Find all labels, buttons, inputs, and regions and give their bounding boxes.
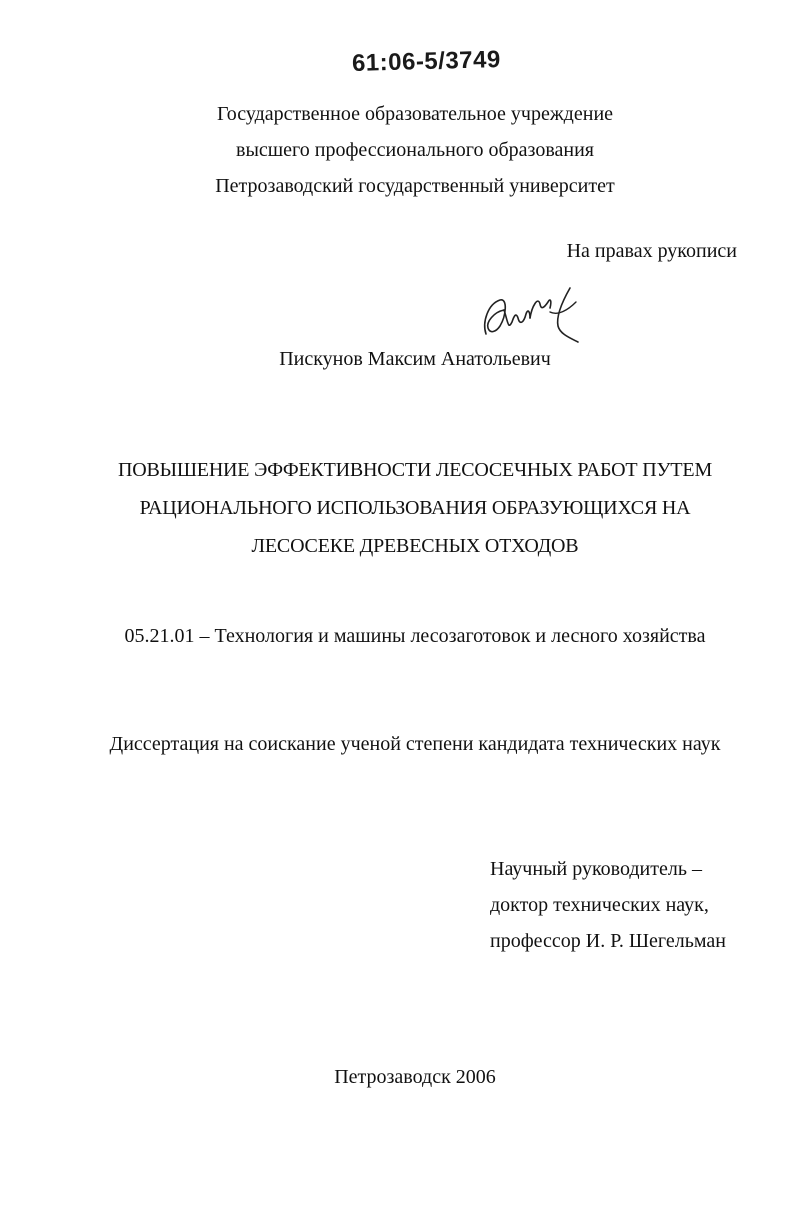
supervisor-line-1: Научный руководитель – bbox=[490, 858, 702, 880]
specialty-code: 05.21.01 – Технология и машины лесозаготовок и лесного хозяйства bbox=[124, 625, 706, 647]
author-name: Пискунов Максим Анатольевич bbox=[279, 348, 551, 370]
title-line-2: РАЦИОНАЛЬНОГО ИСПОЛЬЗОВАНИЯ ОБРАЗУЮЩИХСЯ НА bbox=[139, 497, 691, 519]
title-line-1: ПОВЫШЕНИЕ ЭФФЕКТИВНОСТИ ЛЕСОСЕЧНЫХ РАБОТ ПУТЕМ bbox=[117, 459, 713, 481]
supervisor-line-3: профессор И. Р. Шегельман bbox=[490, 930, 726, 952]
manuscript-note: На правах рукописи bbox=[566, 240, 737, 262]
dissertation-degree: Диссертация на соискание ученой степени кандидата технических наук bbox=[109, 733, 721, 755]
institution-line-3: Петрозаводский государственный университет bbox=[215, 175, 615, 197]
supervisor-line-2: доктор технических наук, bbox=[490, 894, 709, 916]
institution-line-2: высшего профессионального образования bbox=[236, 139, 594, 161]
title-line-3: ЛЕСОСЕКЕ ДРЕВЕСНЫХ ОТХОДОВ bbox=[251, 535, 579, 557]
city-year: Петрозаводск 2006 bbox=[334, 1066, 496, 1088]
handwritten-signature bbox=[478, 282, 588, 346]
archive-stamp: 61:06-5/3749 bbox=[351, 46, 502, 77]
institution-line-1: Государственное образовательное учреждение bbox=[216, 103, 614, 125]
